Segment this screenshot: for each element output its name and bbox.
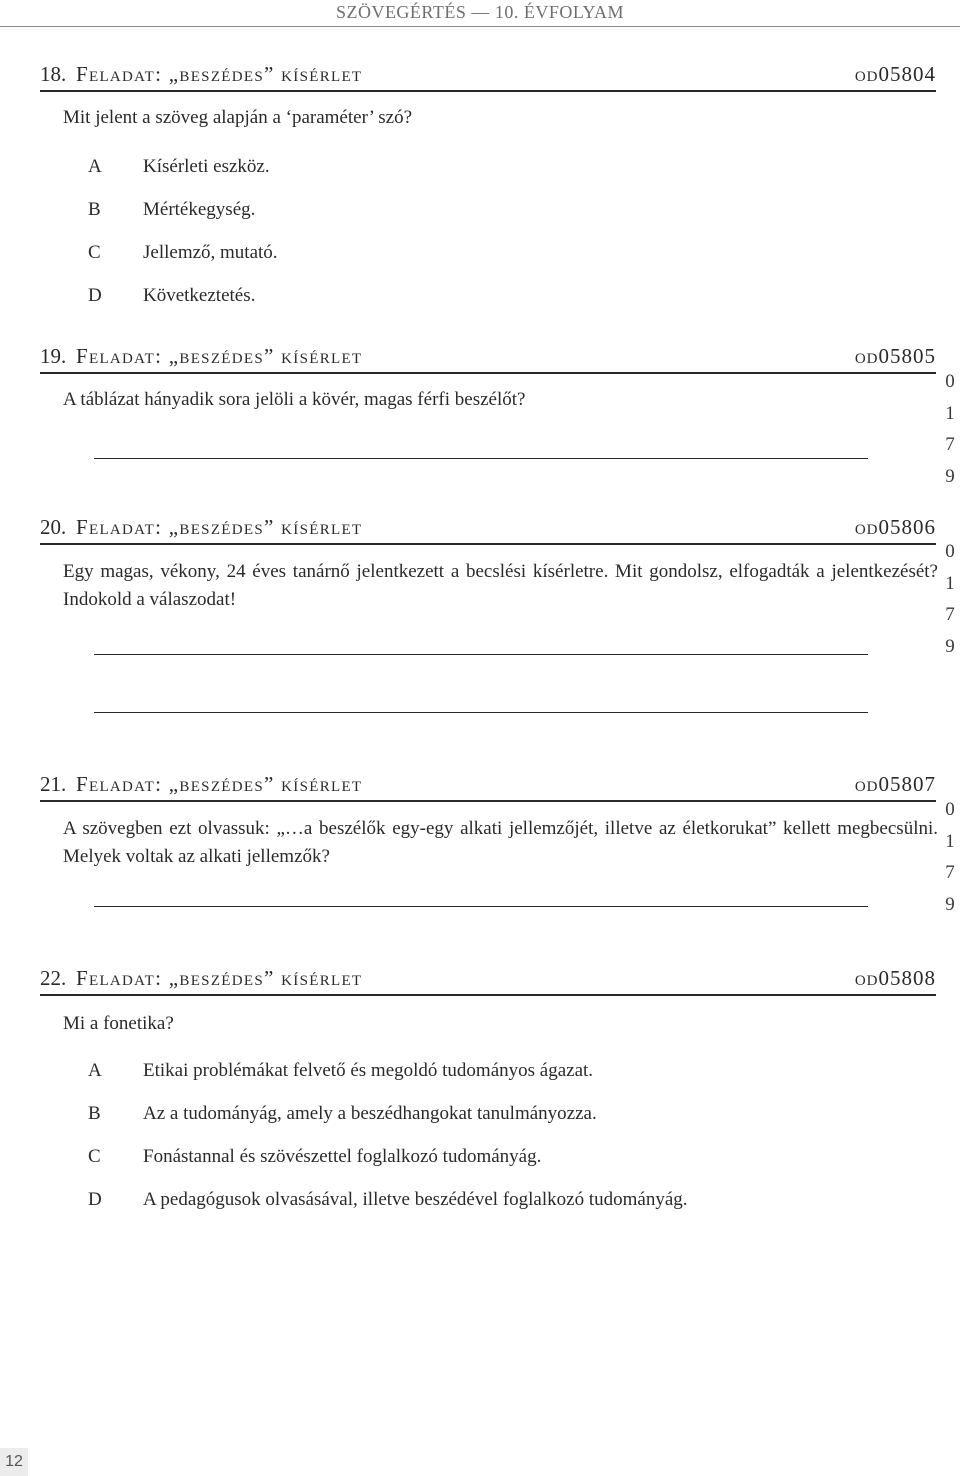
task-21-question: A szövegben ezt olvassuk: „…a beszélők egy-egy alkati jellemzőjét, illetve az életkorukat” kellett megbecsülni. Melyek voltak az alkati jellemzők? [63,818,938,867]
task-21-score-column [940,794,960,920]
task-19-header [40,344,936,374]
task-code: od05805 [854,344,936,368]
task-22-option-b-text[interactable]: Az a tudományág, amely a beszédhangokat tanulmányozza. [143,1103,597,1124]
score-code[interactable]: 0 [945,371,955,392]
task-22-option-d-letter[interactable]: D [88,1189,102,1210]
task-19-question: A táblázat hányadik sora jelöli a kövér, magas férfi beszélőt? [63,389,526,410]
task-18-option-b-letter[interactable]: B [88,199,101,220]
task-20-answer-line-2[interactable] [94,712,868,713]
task-code: od05806 [854,515,936,539]
task-21-header [40,772,936,802]
task-18-option-c-letter[interactable]: C [88,242,101,263]
header-divider [0,26,960,27]
task-22-option-c-text[interactable]: Fonástannal és szövészettel foglalkozó tudományág. [143,1146,542,1167]
score-code[interactable]: 1 [945,402,955,424]
task-18-option-a-text[interactable]: Kísérleti eszköz. [143,156,270,177]
task-title: feladat: „beszédes” kísérlet [76,966,363,990]
task-20-score-column [940,536,960,662]
task-number: 19. [40,344,67,368]
task-18-option-c-text[interactable]: Jellemző, mutató. [143,242,278,263]
task-18-header [40,62,936,92]
task-number: 22. [40,966,67,990]
task-18-option-d-text[interactable]: Következtetés. [143,285,256,306]
task-code: od05804 [854,62,936,86]
task-number: 20. [40,515,67,539]
score-code[interactable]: 7 [945,434,955,455]
score-code[interactable]: 1 [945,830,955,852]
task-21-answer-line[interactable] [94,906,868,907]
task-number: 18. [40,62,67,86]
score-code[interactable]: 9 [945,465,955,487]
score-code[interactable]: 0 [945,799,955,820]
task-22-option-c-letter[interactable]: C [88,1146,101,1167]
task-title: feladat: „beszédes” kísérlet [76,772,363,796]
score-code[interactable]: 7 [945,604,955,625]
task-22-option-a-letter[interactable]: A [88,1060,102,1081]
task-22-question: Mi a fonetika? [63,1013,174,1034]
running-head: SZÖVEGÉRTÉS — 10. ÉVFOLYAM [335,2,625,22]
score-code[interactable]: 1 [945,572,955,594]
task-title: feladat: „beszédes” kísérlet [76,344,363,368]
task-18-option-d-letter[interactable]: D [88,285,102,306]
score-code[interactable]: 9 [945,635,955,657]
page-number: 12 [0,1448,28,1476]
task-20-answer-line-1[interactable] [94,654,868,655]
score-code[interactable]: 0 [945,541,955,562]
task-18-option-b-text[interactable]: Mértékegység. [143,199,256,220]
task-22-option-a-text[interactable]: Etikai problémákat felvető és megoldó tudományos ágazat. [143,1060,594,1081]
task-code: od05808 [854,966,936,990]
task-code: od05807 [854,772,936,796]
task-title: feladat: „beszédes” kísérlet [76,62,363,86]
task-title: feladat: „beszédes” kísérlet [76,515,363,539]
task-22-header [40,966,936,996]
task-18-option-a-letter[interactable]: A [88,156,102,177]
task-22-option-d-text[interactable]: A pedagógusok olvasásával, illetve beszédével foglalkozó tudományág. [143,1189,688,1210]
task-20-header [40,515,936,545]
task-22-option-b-letter[interactable]: B [88,1103,101,1124]
score-code[interactable]: 9 [945,893,955,915]
task-20-question: Egy magas, vékony, 24 éves tanárnő jelentkezett a becslési kísérletre. Mit gondolsz, elfogadták a jelentkezését? Indokold a válaszodat! [63,561,938,610]
task-number: 21. [40,772,67,796]
score-code[interactable]: 7 [945,862,955,883]
task-19-answer-line[interactable] [94,458,868,459]
task-19-score-column [940,366,960,492]
task-18-question: Mit jelent a szöveg alapján a ‘paraméter’ szó? [63,107,413,128]
